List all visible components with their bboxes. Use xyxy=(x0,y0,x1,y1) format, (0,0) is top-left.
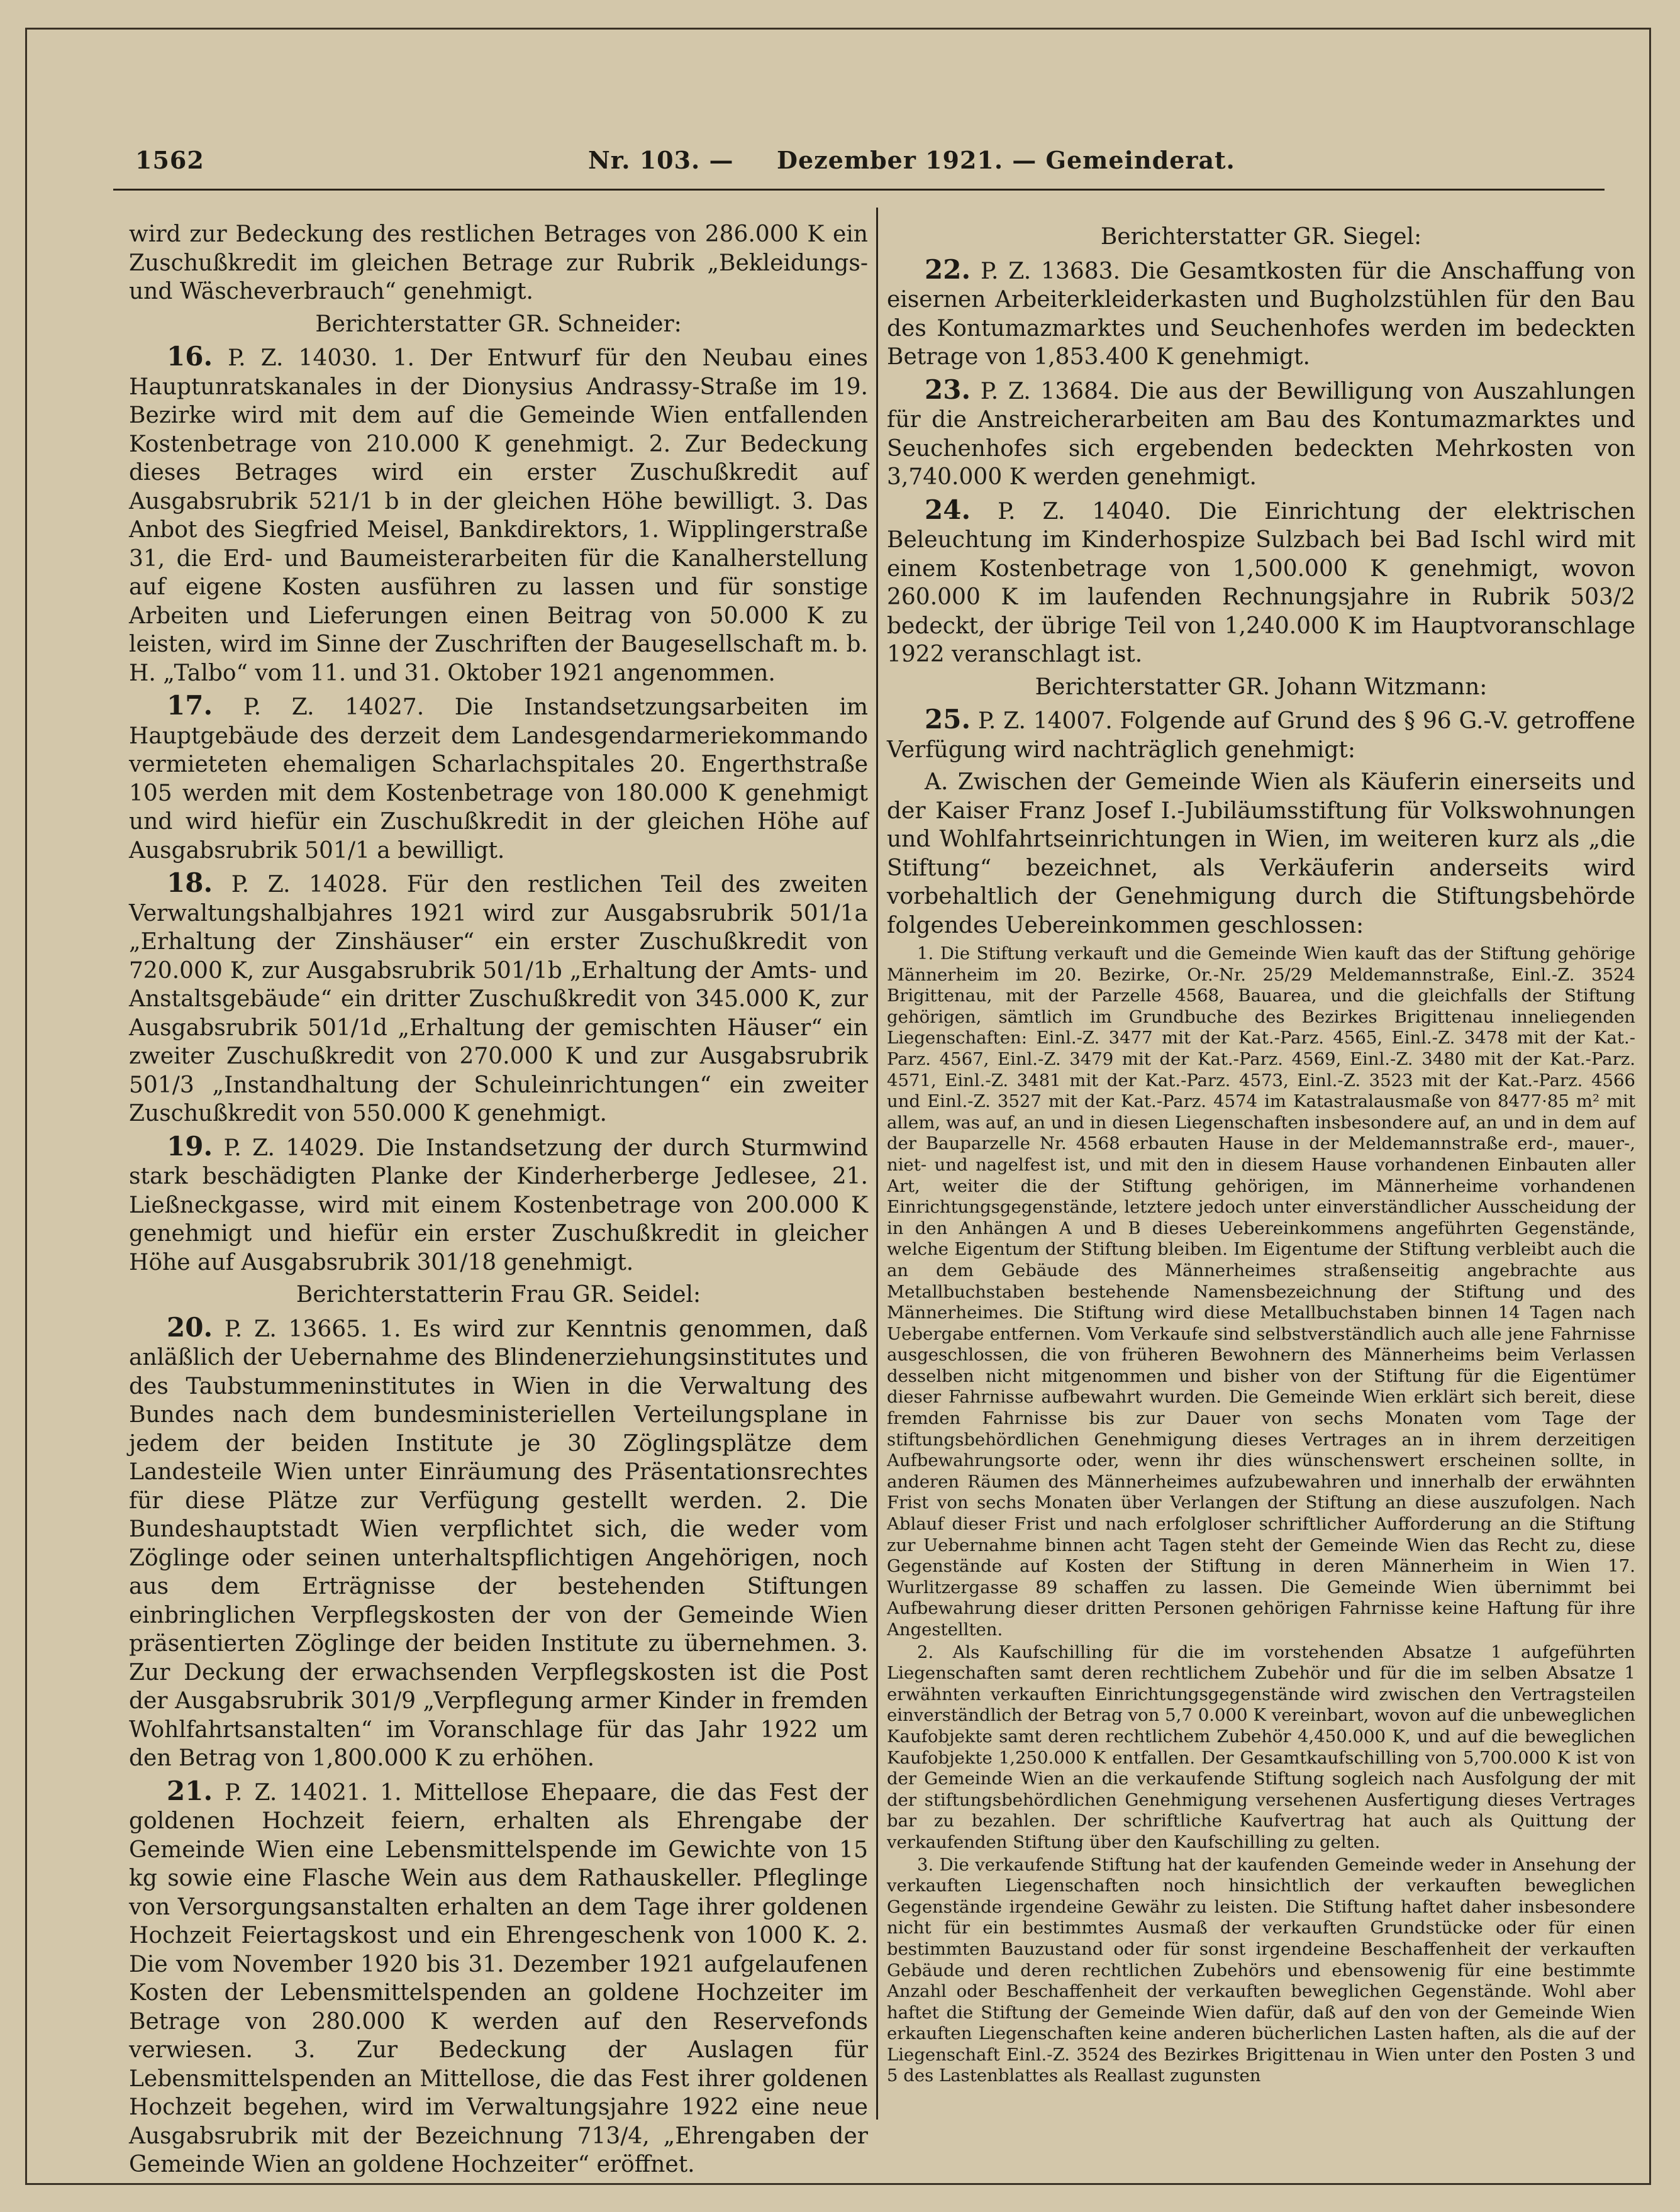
left-column xyxy=(129,220,868,2177)
contract-clause-1: 1. Die Stiftung verkauft und die Gemeinde Wien kauft das der Stiftung gehörige Männerheim im 20. Bezirke, Or.-Nr. 25/29 Meldemannstraße, Einl.-Z. 3524 Brigittenau, mit der Parzelle 4568, Bauarea, und die gleichfalls der Stiftung gehörigen, sämtlich im Grundbuche des Bezirkes Brigittenau inneliegenden Liegenschaften: Einl.-Z. 3477 mit der Kat.-Parz. 4565, Einl.-Z. 3478 mit der Kat.-Parz. 4567, Einl.-Z. 3479 mit der Kat.-Parz. 4569, Einl.-Z. 3480 mit der Kat.-Parz. 4571, Einl.-Z. 3481 mit der Kat.-Parz. 4573, Einl.-Z. 3523 mit der Kat.-Parz. 4566 und Einl.-Z. 3527 mit der Kat.-Parz. 4574 im Katastralausmaße von 8477·85 m² mit allem, was auf, an und in diesen Liegenschaften insbesondere auf, an und in dem auf der Bauparzelle Nr. 4568 erbauten Hause in der Meldemannstraße erd-, mauer-, niet- und nagelfest ist, und mit den in diesem Hause vorhandenen Einbauten aller Art, weiter die der Stiftung gehörigen, im Männerheime vorhandenen Einrichtungsgegenstände, letztere jedoch unter einverständlicher Ausscheidung der in den Anhängen A und B dieses Uebereinkommens angeführten Gegenstände, welche Eigentum der Stiftung bleiben. Im Eigentume der Stiftung verbleibt auch die an dem Gebäude des Männerheimes straßenseitig angebrachte aus Metallbuchstaben bestehende Namensbezeichnung der Stiftung und des Männerheimes. Die Stiftung wird diese Metallbuchstaben binnen 14 Tagen nach Uebergabe entfernen. Vom Verkaufe sind selbstverständlich auch alle jene Fahrnisse ausgeschlossen, die von früheren Bewohnern des Männerheims beim Verlassen desselben nicht mitgenommen und bisher von der Stiftung für die Eigentümer dieser Fahrnisse aufbewahrt wurden. Die Gemeinde Wien erklärt sich bereit, diese fremden Fahrnisse bis zur Dauer von sechs Monaten vom Tage der stiftungsbehördlichen Genehmigung dieses Vertrages an in ihrem derzeitigen Aufbewahrungsorte oder, wenn ihr dies wünschenswert erscheinen sollte, in anderen Räumen des Männerheimes aufzubewahren und innerhalb der erwähnten Frist von sechs Monaten über Verlangen der Stiftung an diese auszufolgen. Nach Ablauf dieser Frist und nach erfolgloser schriftlicher Aufforderung an die Stiftung zur Uebernahme binnen acht Tagen steht der Gemeinde Wien das Recht zu, diese Gegenstände auf Kosten der Stiftung in deren Männerheim in Wien 17. Wurlitzergasse 89 schaffen zu lassen. Die Gemeinde Wien übernimmt bei Aufbewahrung dieser dritten Personen gehörigen Fahrnisse keine Haftung für ihre Angestellten. xyxy=(887,943,1635,1640)
speaker-heading: Berichterstatter GR. Schneider: xyxy=(315,311,682,337)
column-divider xyxy=(876,208,878,2120)
item-number: 17. xyxy=(167,690,213,721)
issue-number: Nr. 103. — xyxy=(588,146,734,174)
item-number: 22. xyxy=(925,253,971,285)
item-number: 24. xyxy=(925,494,971,525)
intro-paragraph: wird zur Bedeckung des restlichen Betrages von 286.000 K ein Zuschußkredit im gleichen Betrage zur Rubrik „Bekleidungs- und Wäscheverbrauch“ genehmigt. xyxy=(129,221,868,304)
contract-clause-3: 3. Die verkaufende Stiftung hat der kaufenden Gemeinde weder in Ansehung der verkauften Liegenschaften noch hinsichtlich der verkauften beweglichen Gegenstände irgendeine Gewähr zu leisten. Die Stiftung haftet daher insbesondere nicht für ein bestimmtes Ausmaß der verkauften Grundstücke oder für einen bestimmten Bauzustand oder für sonst irgendeine Beschaffenheit der verkauften Gebäude und deren rechtlichen Zubehörs und ebensowenig für eine bestimmte Anzahl oder Beschaffenheit der verkauften beweglichen Gegenstände. Wohl aber haftet die Stiftung der Gemeinde Wien dafür, daß auf den von der Gemeinde Wien erkauften Liegenschaften keine anderen bücherlichen Lasten haften, als die auf der Liegenschaft Einl.-Z. 3524 des Bezirkes Brigittenau in Wien unter den Posten 3 und 5 des Lastenblattes als Reallast zugunsten xyxy=(887,1854,1635,2086)
item-text: P. Z. 14021. 1. Mittellose Ehepaare, die das Fest der goldenen Hochzeit feiern, erhalten als Ehrengabe der Gemeinde Wien eine Lebensmittelspende im Gewichte von 15 kg sowie eine Flasche Wein aus dem Rathauskeller. Pfleglinge von Versorgungsanstalten erhalten an dem Tage ihrer goldenen Hochzeit Feiertagskost und ein Ehrengeschenk von 1000 K. 2. Die vom November 1920 bis 31. Dezember 1921 aufgelaufenen Kosten der Lebensmittelspenden an goldene Hochzeiter im Betrage von 280.000 K werden auf den Reservefonds verwiesen. 3. Zur Bedeckung der Auslagen für Lebensmittelspenden an Mittellose, die das Fest ihrer goldenen Hochzeit begehen, wird im Verwaltungsjahre 1922 eine neue Ausgabsrubrik mit der Bezeichnung 713/4, „Ehrengaben der Gemeinde Wien an goldene Hochzeiter“ eröffnet. xyxy=(129,1779,868,2177)
page-number: 1562 xyxy=(135,146,204,174)
item-21 xyxy=(129,1777,868,2179)
item-text: P. Z. 14027. Die Instandsetzungsarbeiten im Hauptgebäude des derzeit dem Landesgendarmeriekommando vermieteten ehemaligen Scharlachspitales 20. Engerthstraße 105 werden mit dem Kostenbetrage von 180.000 K genehmigt und wird hiefür ein Zuschußkredit in der gleichen Höhe auf Ausgabsrubrik 501/1 a bewilligt. xyxy=(129,694,868,864)
contract-clause-2: 2. Als Kaufschilling für die im vorstehenden Absatze 1 aufgeführten Liegenschaften samt deren rechtlichem Zubehör und für die im selben Absatze 1 erwähnten verkauften Einrichtungsgegenstände wird zwischen den Vertragsteilen einverständlich der Betrag von 5,7 0.000 K vereinbart, wovon auf die unbeweglichen Kaufobjekte samt deren rechtlichem Zubehör 4,450.000 K, und auf die beweglichen Kaufobjekte 1,250.000 K entfallen. Der Gesamtkaufschilling von 5,700.000 K ist von der Gemeinde Wien an die verkaufende Stiftung sogleich nach Ausfolgung der mit der stiftungsbehördlichen Genehmigung versehenen Ausfertigung dieses Vertrages bar zu bezahlen. Der schriftliche Kaufvertrag hat auch als Quittung der verkaufenden Stiftung über den Kaufschilling zu gelten. xyxy=(887,1642,1635,1852)
item-text: P. Z. 13665. 1. Es wird zur Kenntnis genommen, daß anläßlich der Uebernahme des Blindenerziehungsinstitutes und des Taubstummeninstitutes in Wien in die Verwaltung des Bundes nach dem bundesministeriellen Verteilungsplane in jedem der beiden Institute je 30 Zöglingsplätze dem Landesteile Wien unter Einräumung des Präsentationsrechtes für diese Plätze zur Verfügung gestellt werden. 2. Die Bundeshauptstadt Wien verpflichtet sich, die weder vom Zöglinge oder seinen unterhaltspflichtigen Angehörigen, noch aus dem Erträgnisse der bestehenden Stiftungen einbringlichen Verpflegskosten der von der Gemeinde Wien präsentierten Zöglinge der beiden Institute zu übernehmen. 3. Zur Deckung der erwachsenden Verpflegskosten ist die Post der Ausgabsrubrik 301/9 „Verpflegung armer Kinder in fremden Wohlfahrtsanstalten“ im Voranschlage für das Jahr 1922 um den Betrag von 1,800.000 K zu erhöhen. xyxy=(129,1316,868,1771)
item-18 xyxy=(129,869,868,1128)
item-number: 21. xyxy=(167,1775,213,1806)
speaker-heading: Berichterstatterin Frau GR. Seidel: xyxy=(296,1282,701,1308)
item-number: 19. xyxy=(167,1130,213,1162)
item-number: 16. xyxy=(167,341,213,372)
date-section: Dezember 1921. — Gemeinderat. xyxy=(777,146,1235,174)
item-22 xyxy=(887,255,1635,372)
item-25 xyxy=(887,705,1635,764)
right-column xyxy=(887,220,1635,2107)
item-text: P. Z. 13684. Die aus der Bewilligung von Auszahlungen für die Anstreicherarbeiten am Bau des Kontumazmarktes und Seuchenhofes sich ergebenden bedeckten Mehrkosten von 3,740.000 K werden genehmigt. xyxy=(887,378,1635,490)
speaker-heading: Berichterstatter GR. Johann Witzmann: xyxy=(1035,674,1488,700)
item-number: 20. xyxy=(167,1311,213,1343)
header-rule xyxy=(113,189,1605,191)
item-text: P. Z. 14040. Die Einrichtung der elektrischen Beleuchtung im Kinderhospize Sulzbach bei Bad Ischl wird mit einem Kostenbetrage von 1,500.000 K genehmigt, wovon 260.000 K im laufenden Rechnungsjahre in Rubrik 503/2 bedeckt, der übrige Teil von 1,240.000 K im Hauptvoranschlage 1922 veranschlagt ist. xyxy=(887,498,1635,667)
item-text: P. Z. 14029. Die Instandsetzung der durch Sturmwind stark beschädigten Planke der Kinderherberge Jedlesee, 21. Ließneckgasse, wird mit einem Kostenbetrage von 200.000 K genehmigt und hiefür ein erster Zuschußkredit in gleicher Höhe auf Ausgabsrubrik 301/18 genehmigt. xyxy=(129,1135,868,1276)
item-number: 18. xyxy=(167,867,213,898)
item-text: P. Z. 14030. 1. Der Entwurf für den Neubau eines Hauptunratskanales in der Dionysius Andrassy-Straße im 19. Bezirke wird mit dem auf die Gemeinde Wien entfallenden Kostenbetrage von 210.000 K genehmigt. 2. Zur Bedeckung dieses Betrages wird ein erster Zuschußkredit auf Ausgabsrubrik 521/1 b in der gleichen Höhe bewilligt. 3. Das Anbot des Siegfried Meisel, Bankdirektors, 1. Wipplingerstraße 31, die Erd- und Baumeisterarbeiten für die Kanalherstellung auf eigene Kosten ausführen zu lassen und für sonstige Arbeiten und Lieferungen einen Beitrag von 50.000 K zu leisten, wird im Sinne der Zuschriften der Baugesellschaft m. b. H. „Talbo“ vom 11. und 31. Oktober 1921 angenommen. xyxy=(129,345,868,686)
item-25-a: A. Zwischen der Gemeinde Wien als Käuferin einerseits und der Kaiser Franz Josef I.-Jubiläumsstiftung für Volkswohnungen und Wohlfahrtseinrichtungen in Wien, im weiteren kurz als „die Stiftung“ bezeichnet, als Verkäuferin anderseits wird vorbehaltlich der Genehmigung durch die Stiftungsbehörde folgendes Uebereinkommen geschlossen: xyxy=(887,769,1635,938)
item-23 xyxy=(887,375,1635,492)
item-number: 25. xyxy=(925,704,971,735)
item-text: P. Z. 14028. Für den restlichen Teil des zweiten Verwaltungshalbjahres 1921 wird zur Ausgabsrubrik 501/1a „Erhaltung der Zinshäuser“ ein erster Zuschußkredit von 720.000 K, zur Ausgabsrubrik 501/1b „Erhaltung der Amts- und Anstaltsgebäude“ ein dritter Zuschußkredit von 345.000 K, zur Ausgabsrubrik 501/1d „Erhaltung der gemischten Häuser“ ein zweiter Zuschußkredit von 270.000 K und zur Ausgabsrubrik 501/3 „Instandhaltung der Schuleinrichtungen“ ein zweiter Zuschußkredit von 550.000 K genehmigt. xyxy=(129,872,868,1126)
item-number: 23. xyxy=(925,374,971,405)
speaker-heading: Berichterstatter GR. Siegel: xyxy=(1100,224,1422,250)
item-17 xyxy=(129,691,868,865)
item-20 xyxy=(129,1313,868,1773)
item-19 xyxy=(129,1132,868,1277)
item-text: P. Z. 13683. Die Gesamtkosten für die Anschaffung von eisernen Arbeiterkleiderkasten und Bugholzstühlen für den Bau des Kontumazmarktes und Seuchenhofes werden im bedeckten Betrage von 1,853.400 K genehmigt. xyxy=(887,258,1636,370)
item-24 xyxy=(887,496,1635,669)
item-text: P. Z. 14007. Folgende auf Grund des § 96 G.-V. getroffene Verfügung wird nachträglich genehmigt: xyxy=(887,708,1635,763)
item-16 xyxy=(129,342,868,687)
